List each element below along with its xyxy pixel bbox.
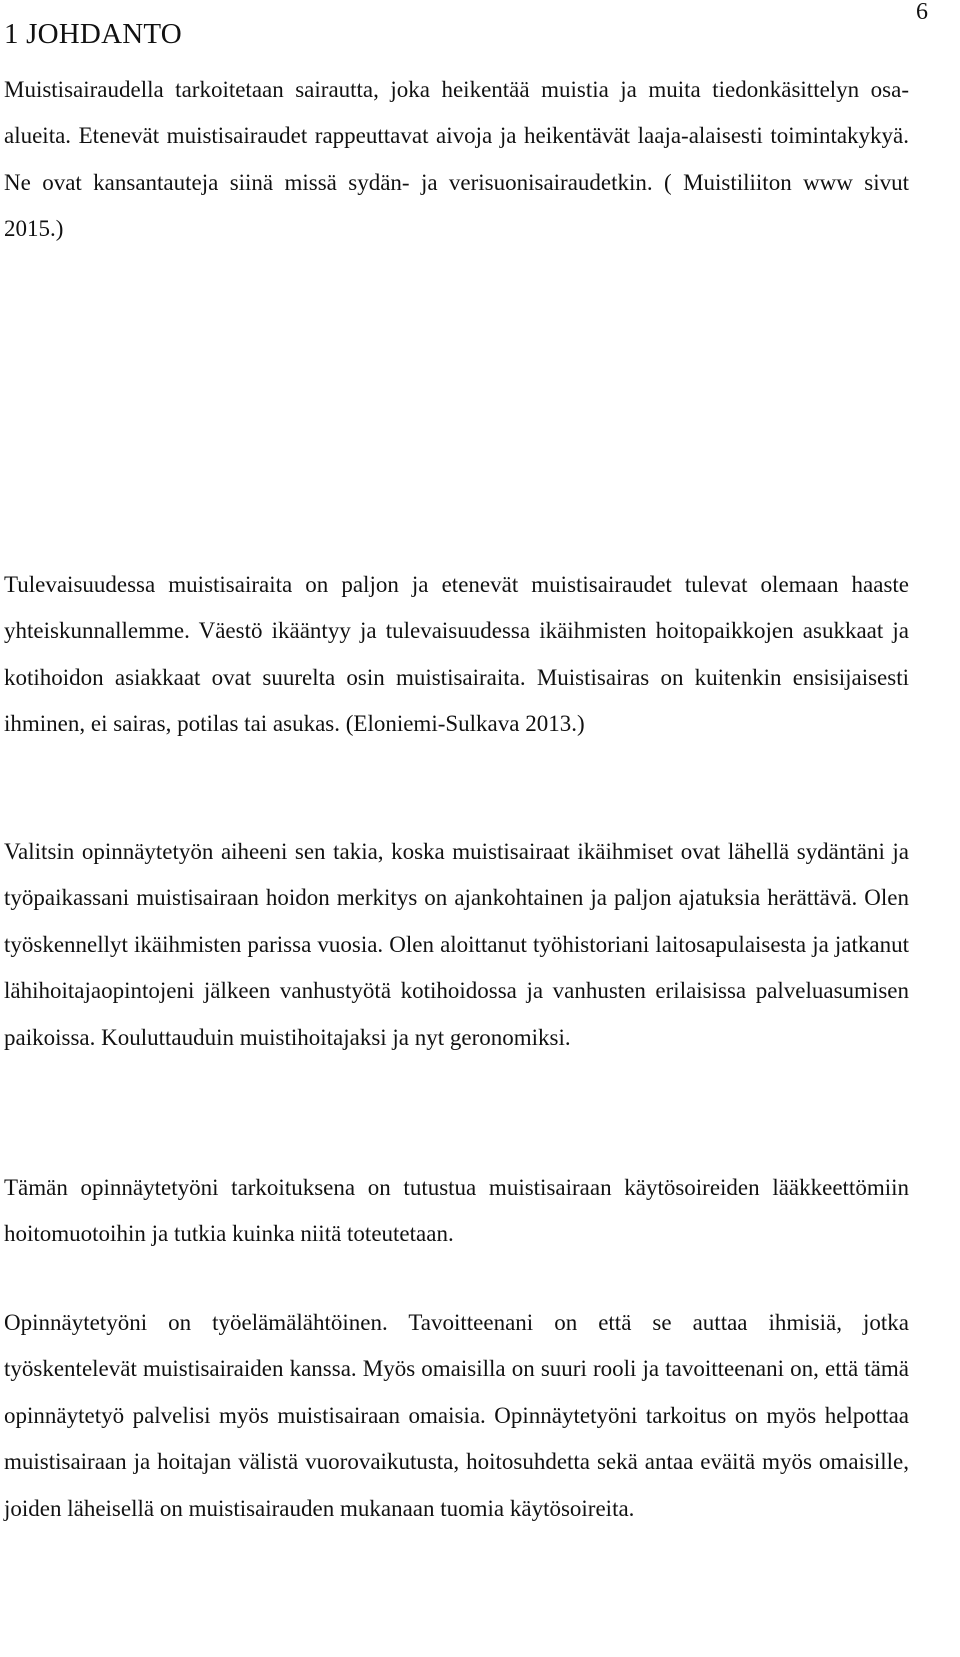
paragraph-2: Tulevaisuudessa muistisairaita on paljon ja etenevät muistisairaudet tulevat olemaan haaste yhteiskunnallemme. Väestö ikääntyy ja tulevaisuudessa ikäihmisten hoitopaikkojen asukkaat ja kotihoidon asiakkaat ovat suurelta osin muistisairaita. Muistisairas on kuitenkin ensisijaisesti ihminen, ei sairas, potilas tai asukas. (Eloniemi-Sulkava 2013.) bbox=[4, 572, 909, 737]
paragraph-5: Opinnäytetyöni on työelämälähtöinen. Tavoitteenani on että se auttaa ihmisiä, jotka työskentelevät muistisairaiden kanssa. Myös omaisilla on suuri rooli ja tavoitteenani on, että tämä opinnäytetyö palvelisi myös muistisairaan omaisia. Opinnäytetyöni tarkoitus on myös helpottaa muistisairaan ja hoitajan välistä vuorovaikutusta, hoitosuhdetta sekä antaa eväitä myös omaisille, joiden läheisellä on muistisairauden mukanaan tuomia käytösoireita. bbox=[4, 1310, 909, 1521]
paragraph-3: Valitsin opinnäytetyön aiheeni sen takia, koska muistisairaat ikäihmiset ovat lähellä sydäntäni ja työpaikassani muistisairaan hoidon merkitys on ajankohtainen ja paljon ajatuksia herättävä. Olen työskennellyt ikäihmisten parissa vuosia. Olen aloittanut työhistoriani laitosapulaisesta ja jatkanut lähihoitajaopintojeni jälkeen vanhustyötä kotihoidossa ja vanhusten erilaisissa palveluasumisen paikoissa. Kouluttauduin muistihoitajaksi ja nyt geronomiksi. bbox=[4, 839, 909, 1050]
paragraph-4: Tämän opinnäytetyöni tarkoituksena on tutustua muistisairaan käytösoireiden lääkkeettömiin hoitomuotoihin ja tutkia kuinka niitä toteutetaan. bbox=[4, 1175, 909, 1247]
chapter-heading: 1 JOHDANTO bbox=[4, 18, 182, 50]
page-number: 6 bbox=[916, 0, 928, 25]
paragraph-1: Muistisairaudella tarkoitetaan sairautta, joka heikentää muistia ja muita tiedonkäsittelyn osa-alueita. Etenevät muistisairaudet rappeuttavat aivoja ja heikentävät laaja-alaisesti toimintakykyä. Ne ovat kansantauteja siinä missä sydän- ja verisuonisairaudetkin. ( Muistiliiton www sivut 2015.) bbox=[4, 77, 909, 242]
